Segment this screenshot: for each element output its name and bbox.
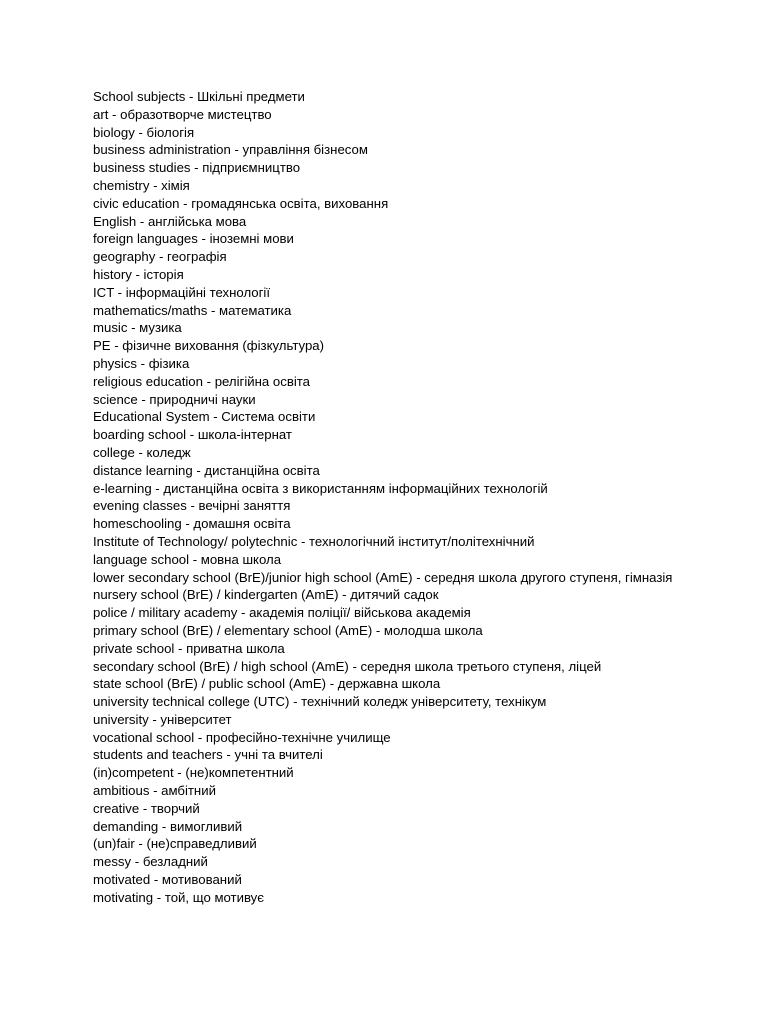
vocab-line: lower secondary school (BrE)/junior high school (AmE) - середня школа другого ступеня, гімназія [93,569,673,585]
vocab-line: art - образотворче мистецтво [93,106,272,122]
vocab-line: state school (BrE) / public school (AmE) - державна школа [93,676,441,692]
vocab-line: ambitious - амбітний [93,783,216,799]
vocab-line: biology - біологія [93,124,195,140]
vocab-line: vocational school - професійно-технічне училище [93,729,391,745]
vocab-line: messy - безладний [93,854,208,870]
vocab-line: motivating - той, що мотивує [93,889,264,905]
vocab-line: science - природничі науки [93,391,256,407]
vocab-line: (un)fair - (не)справедливий [93,836,257,852]
vocabulary-list [93,88,733,907]
vocab-line: religious education - релігійна освіта [93,373,311,389]
vocab-line: civic education - громадянська освіта, виховання [93,195,389,211]
vocab-line: ICT - інформаційні технології [93,284,271,300]
vocab-line: university technical college (UTC) - технічний коледж університету, технікум [93,694,547,710]
vocab-line: history - історія [93,266,184,282]
vocab-line: (in)competent - (не)компетентний [93,765,294,781]
vocab-line: music - музика [93,320,182,336]
vocab-line: language school - мовна школа [93,551,282,567]
vocab-line: foreign languages - іноземні мови [93,231,294,247]
vocab-line: Institute of Technology/ polytechnic - технологічний інститут/політехнічний [93,533,535,549]
section-heading-students-and-teachers: students and teachers - учні та вчителі [93,747,323,763]
vocab-line: creative - творчий [93,800,200,816]
vocab-line: college - коледж [93,444,191,460]
section-heading-educational-system: Educational System - Система освіти [93,409,316,425]
vocab-line: distance learning - дистанційна освіта [93,462,320,478]
vocab-line: mathematics/maths - математика [93,302,292,318]
vocab-line: nursery school (BrE) / kindergarten (AmE) - дитячий садок [93,587,439,603]
vocab-line: boarding school - школа-інтернат [93,427,292,443]
vocab-line: private school - приватна школа [93,640,285,656]
vocab-line: primary school (BrE) / elementary school (AmE) - молодша школа [93,622,483,638]
vocab-line: business studies - підприємництво [93,160,301,176]
vocab-line: demanding - вимогливий [93,818,243,834]
vocab-line: business administration - управління бізнесом [93,142,368,158]
section-heading-school-subjects: School subjects - Шкільні предмети [93,89,305,104]
vocab-line: university - університет [93,711,232,727]
vocab-line: PE - фізичне виховання (фізкультура) [93,338,325,354]
vocab-line: motivated - мотивований [93,872,242,888]
vocab-line: physics - фізика [93,355,190,371]
vocab-line: geography - географія [93,249,227,265]
vocab-line: police / military academy - академія поліції/ військова академія [93,605,471,621]
vocab-line: evening classes - вечірні заняття [93,498,291,514]
vocab-line: homeschooling - домашня освіта [93,516,291,532]
vocab-line: chemistry - хімія [93,177,190,193]
vocab-line: secondary school (BrE) / high school (AmE) - середня школа третього ступеня, ліцей [93,658,602,674]
vocab-line: English - англійська мова [93,213,247,229]
vocab-line: e-learning - дистанційна освіта з використанням інформаційних технологій [93,480,548,496]
